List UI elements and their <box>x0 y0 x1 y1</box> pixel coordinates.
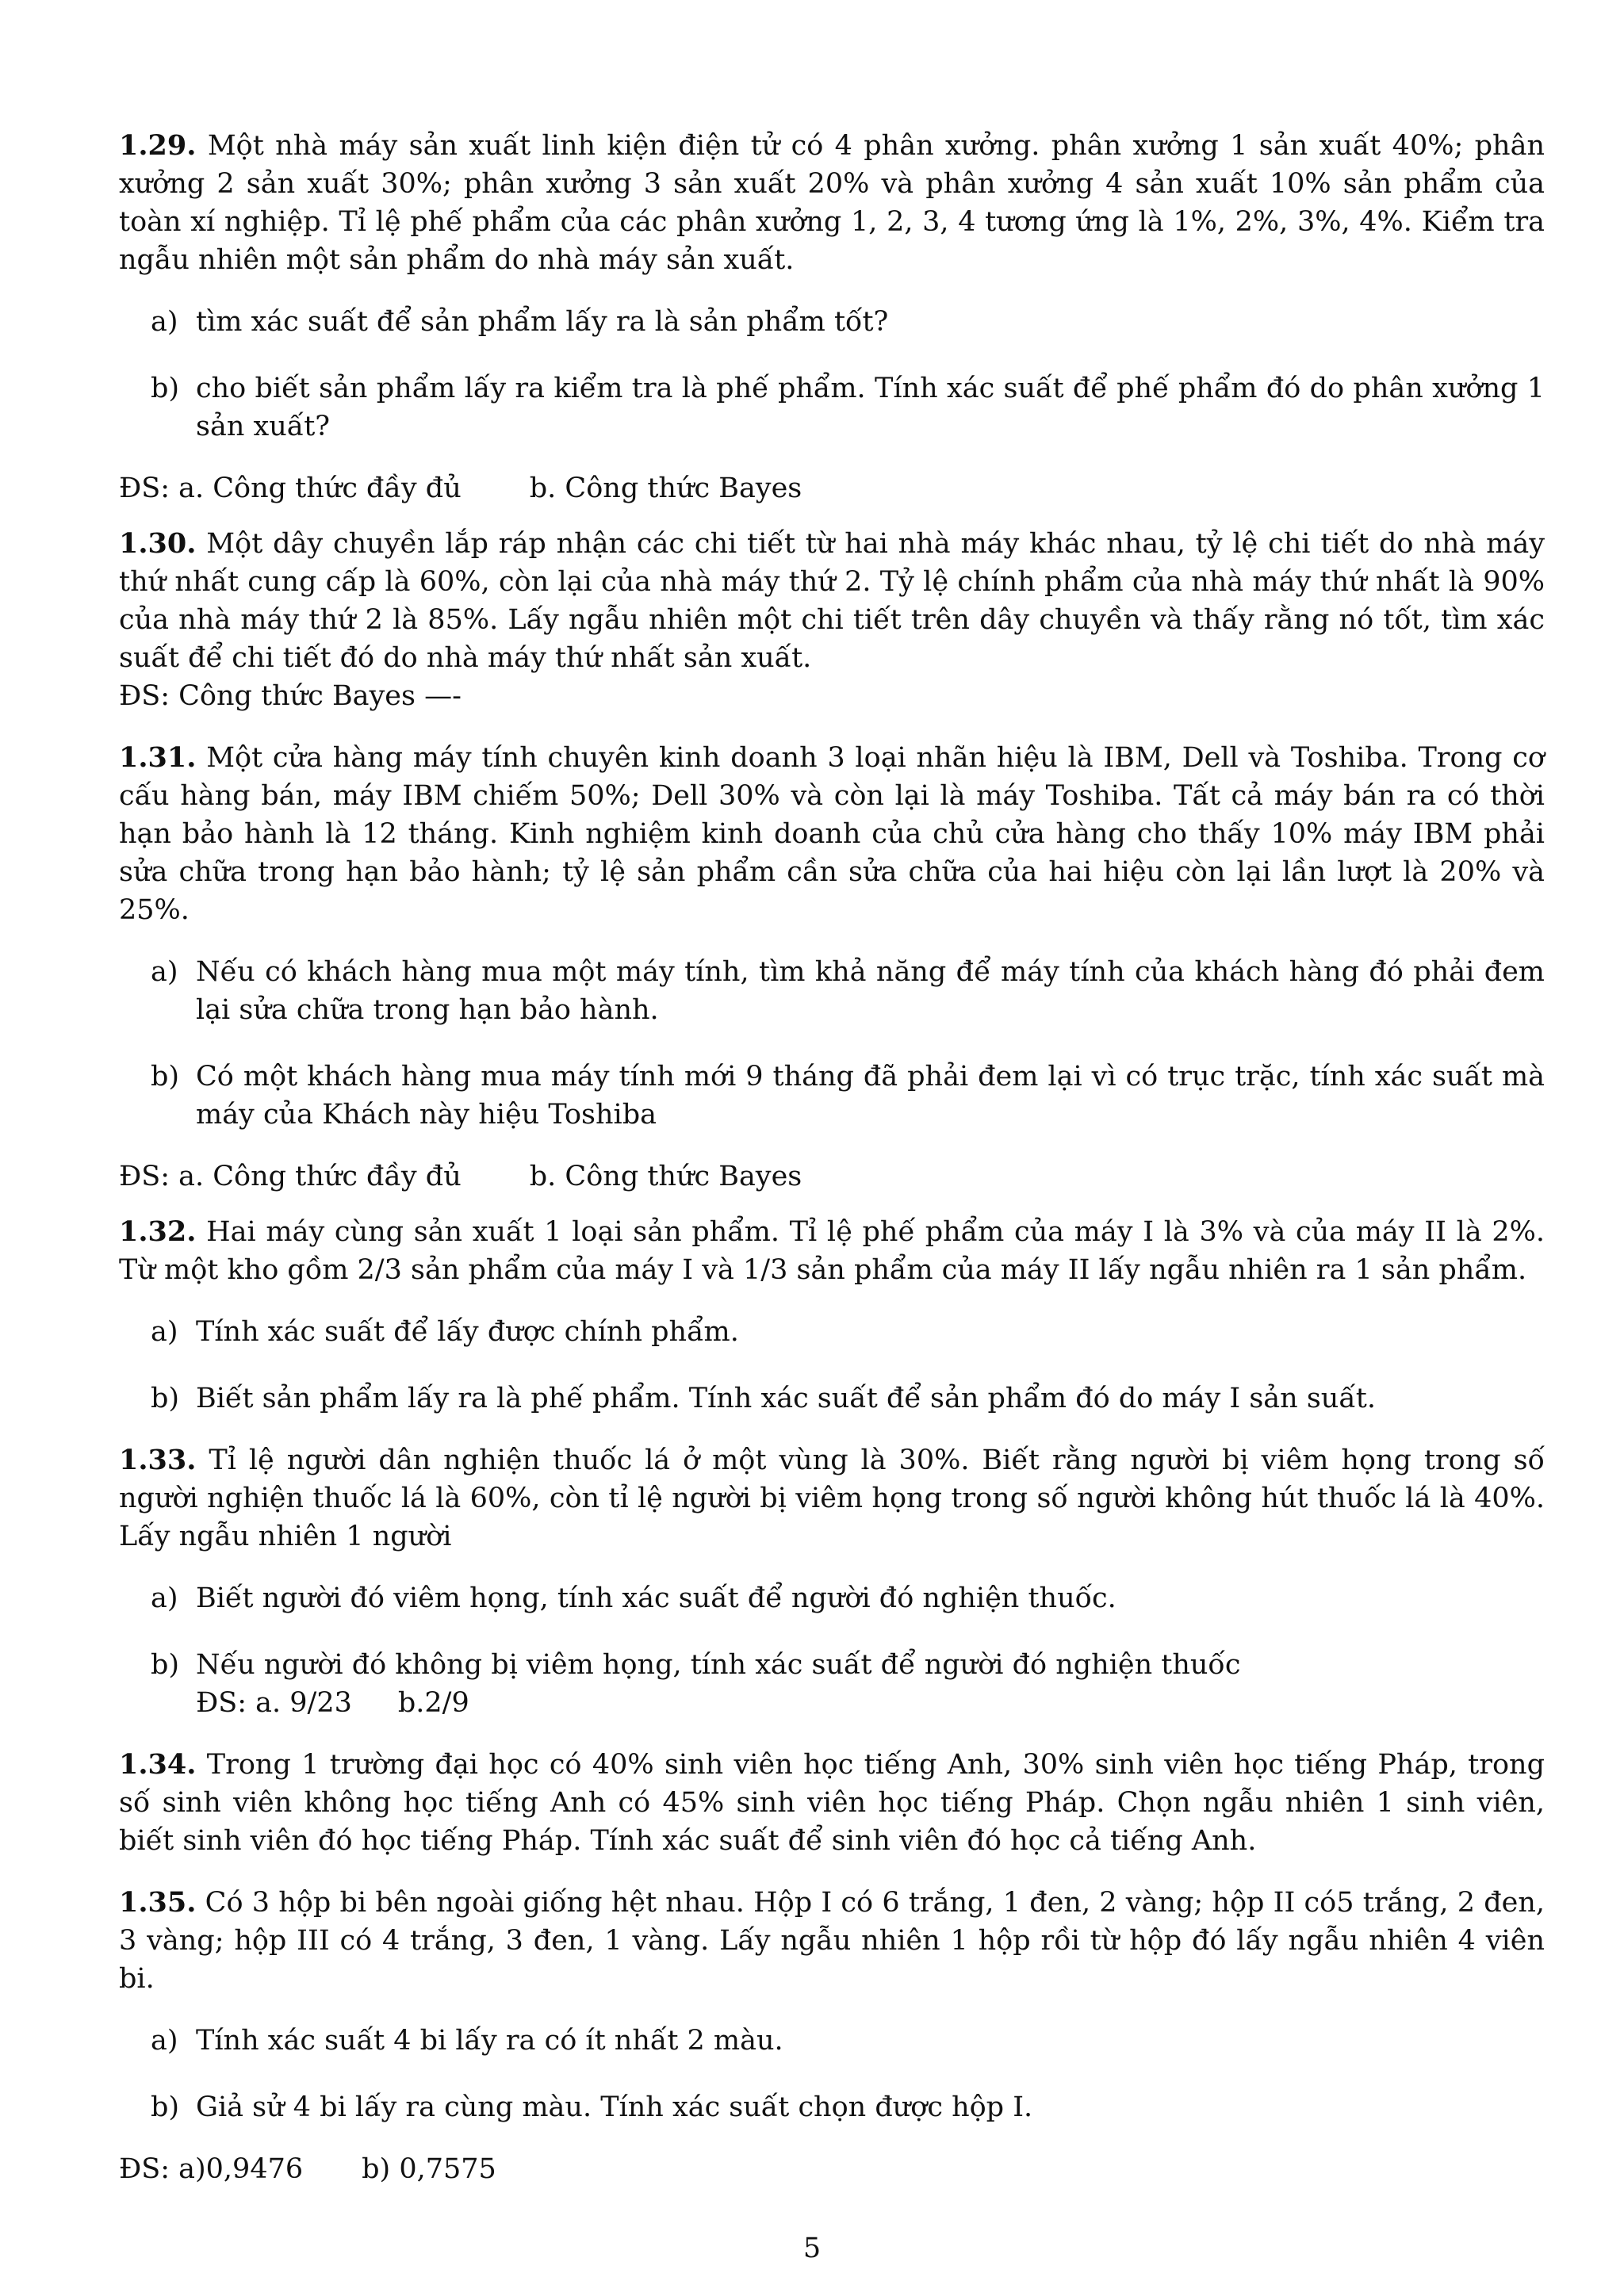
sub-question-text: Giả sử 4 bi lấy ra cùng màu. Tính xác suất chọn được hộp I. <box>196 2091 1033 2123</box>
problem-1-34 <box>119 1746 1545 1860</box>
answer-b: b. Công thức Bayes <box>529 473 802 504</box>
problem-text: Tỉ lệ người dân nghiện thuốc lá ở một vùng là 30%. Biết rằng người bị viêm họng trong số người nghiện thuốc lá là 60%, còn tỉ lệ người bị viêm họng trong số người không hút thuốc lá là 40%. Lấy ngẫu nhiên 1 người <box>119 1445 1545 1552</box>
problem-statement <box>119 1884 1545 1998</box>
problem-text: Một dây chuyền lắp ráp nhận các chi tiết từ hai nhà máy khác nhau, tỷ lệ chi tiết do nhà máy thứ nhất cung cấp là 60%, còn lại của nhà máy thứ 2. Tỷ lệ chính phẩm của nhà máy thứ nhất là 90% của nhà máy thứ 2 là 85%. Lấy ngẫu nhiên một chi tiết trên dây chuyền và thấy rằng nó tốt, tìm xác suất để chi tiết đó do nhà máy thứ nhất sản xuất. <box>119 528 1545 674</box>
sub-question-b <box>119 369 1545 446</box>
sub-question-b <box>119 1380 1545 1418</box>
problem-statement <box>119 1441 1545 1556</box>
problem-number: 1.33. <box>119 1444 197 1476</box>
sub-question-label: a) <box>151 1582 178 1614</box>
problem-statement <box>119 1213 1545 1289</box>
sub-question-text: Nếu có khách hàng mua một máy tính, tìm khả năng để máy tính của khách hàng đó phải đem lại sửa chữa trong hạn bảo hành. <box>196 956 1545 1026</box>
problem-text: Có 3 hộp bi bên ngoài giống hệt nhau. Hộp I có 6 trắng, 1 đen, 2 vàng; hộp II có5 trắng, 2 đen, 3 vàng; hộp III có 4 trắng, 3 đen, 1 vàng. Lấy ngẫu nhiên 1 hộp rồi từ hộp đó lấy ngẫu nhiên 4 viên bi. <box>119 1887 1545 1995</box>
problem-statement <box>119 1746 1545 1860</box>
sub-question-label: a) <box>151 306 178 338</box>
answer-a: ĐS: a)0,9476 <box>119 2153 304 2185</box>
problem-text: Một cửa hàng máy tính chuyên kinh doanh 3 loại nhãn hiệu là IBM, Dell và Toshiba. Trong cơ cấu hàng bán, máy IBM chiếm 50%; Dell 30% và còn lại là máy Toshiba. Tất cả máy bán ra có thời hạn bảo hành là 12 tháng. Kinh nghiệm kinh doanh của chủ cửa hàng cho thấy 10% máy IBM phải sửa chữa trong hạn bảo hành; tỷ lệ sản phẩm cần sửa chữa của hai hiệu còn lại lần lượt là 20% và 25%. <box>119 742 1545 926</box>
sub-question-text: Biết người đó viêm họng, tính xác suất để người đó nghiện thuốc. <box>196 1582 1116 1614</box>
sub-question-label: b) <box>151 1061 180 1093</box>
sub-question-a <box>119 2022 1545 2060</box>
answer-line <box>196 1684 1545 1722</box>
sub-question-text: Tính xác suất 4 bi lấy ra có ít nhất 2 màu. <box>196 2025 783 2057</box>
answer-a: ĐS: a. 9/23 <box>196 1687 352 1719</box>
problem-1-31 <box>119 739 1545 1196</box>
sub-question-b <box>119 1058 1545 1134</box>
problem-number: 1.35. <box>119 1886 197 1919</box>
answer-a: ĐS: a. Công thức đầy đủ <box>119 1161 462 1192</box>
sub-question-text: cho biết sản phẩm lấy ra kiểm tra là phế phẩm. Tính xác suất để phế phẩm đó do phân xưởng 1 sản xuất? <box>196 373 1545 442</box>
sub-question-label: a) <box>151 1316 178 1348</box>
answer-b: b) 0,7575 <box>362 2153 496 2185</box>
problem-1-33 <box>119 1441 1545 1722</box>
answer-b: b.2/9 <box>397 1687 469 1719</box>
answer-line <box>119 1158 1545 1196</box>
sub-question-b <box>119 1646 1545 1722</box>
problem-number: 1.29. <box>119 129 197 162</box>
sub-question-text: tìm xác suất để sản phẩm lấy ra là sản phẩm tốt? <box>196 306 889 338</box>
answer-line <box>119 2150 1545 2188</box>
sub-question-a <box>119 1313 1545 1351</box>
problem-text: Hai máy cùng sản xuất 1 loại sản phẩm. Tỉ lệ phế phẩm của máy I là 3% và của máy II là 2%. Từ một kho gồm 2/3 sản phẩm của máy I và 1/3 sản phẩm của máy II lấy ngẫu nhiên ra 1 sản phẩm. <box>119 1216 1545 1286</box>
sub-question-a <box>119 1579 1545 1617</box>
problem-number: 1.34. <box>119 1748 197 1781</box>
problem-number: 1.32. <box>119 1215 197 1248</box>
problem-1-32 <box>119 1213 1545 1418</box>
problem-text: Trong 1 trường đại học có 40% sinh viên học tiếng Anh, 30% sinh viên học tiếng Pháp, trong số sinh viên không học tiếng Anh có 45% sinh viên học tiếng Pháp. Chọn ngẫu nhiên 1 sinh viên, biết sinh viên đó học tiếng Pháp. Tính xác suất để sinh viên đó học cả tiếng Anh. <box>119 1749 1545 1857</box>
sub-question-label: a) <box>151 956 178 988</box>
sub-question-text: Nếu người đó không bị viêm họng, tính xác suất để người đó nghiện thuốc <box>196 1649 1241 1681</box>
sub-question-label: b) <box>151 1649 180 1681</box>
sub-question-label: b) <box>151 1383 180 1414</box>
sub-question-a <box>119 303 1545 341</box>
sub-question-b <box>119 2088 1545 2126</box>
answer-a: ĐS: a. Công thức đầy đủ <box>119 473 462 504</box>
problem-1-30 <box>119 525 1545 715</box>
sub-question-label: b) <box>151 373 180 404</box>
sub-question-text: Tính xác suất để lấy được chính phẩm. <box>196 1316 739 1348</box>
sub-question-label: b) <box>151 2091 180 2123</box>
problem-statement <box>119 739 1545 929</box>
sub-question-text: Biết sản phẩm lấy ra là phế phẩm. Tính xác suất để sản phẩm đó do máy I sản suất. <box>196 1383 1376 1414</box>
answer-line: ĐS: Công thức Bayes —- <box>119 680 462 712</box>
sub-question-text: Có một khách hàng mua máy tính mới 9 tháng đã phải đem lại vì có trục trặc, tính xác suất mà máy của Khách này hiệu Toshiba <box>196 1061 1545 1131</box>
problem-number: 1.31. <box>119 741 197 774</box>
problem-1-35 <box>119 1884 1545 2188</box>
answer-line <box>119 469 1545 507</box>
sub-question-a <box>119 953 1545 1029</box>
problem-1-29 <box>119 127 1545 507</box>
sub-question-label: a) <box>151 2025 178 2057</box>
problem-number: 1.30. <box>119 527 197 560</box>
answer-b: b. Công thức Bayes <box>529 1161 802 1192</box>
problem-text: Một nhà máy sản xuất linh kiện điện tử có 4 phân xưởng. phân xưởng 1 sản xuất 40%; phân xưởng 2 sản xuất 30%; phân xưởng 3 sản xuất 20% và phân xưởng 4 sản xuất 10% sản phẩm của toàn xí nghiệp. Tỉ lệ phế phẩm của các phân xưởng 1, 2, 3, 4 tương ứng là 1%, 2%, 3%, 4%. Kiểm tra ngẫu nhiên một sản phẩm do nhà máy sản xuất. <box>119 130 1545 276</box>
problem-statement <box>119 525 1545 677</box>
problem-statement <box>119 127 1545 279</box>
page-number: 5 <box>802 2233 822 2264</box>
